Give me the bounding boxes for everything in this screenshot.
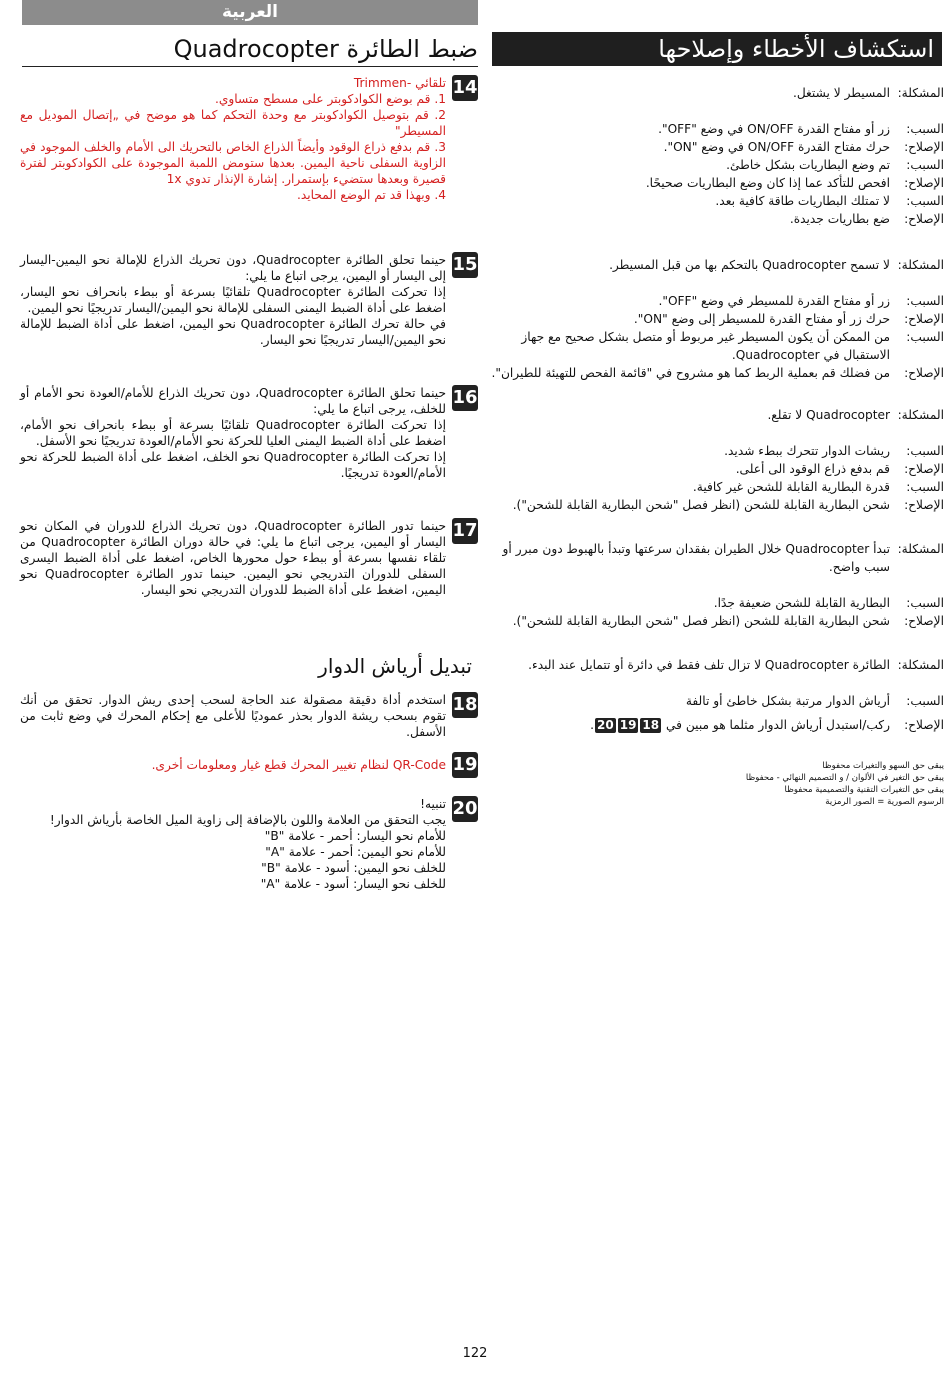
trouble-block	[490, 256, 944, 382]
step-paragraph: حينما تدور الطائرة Quadrocopter، دون تحريك الذراع للدوران في المكان نحو اليسار أو اليمين، يرجى اتباع ما يلي: في حالة دوران الطائرة Quadrocopter من تلقاء نفسها بسرعة أو ببطء حول محورها الخاص، اضغط على أداة الضبط اليسرى السفلى للدوران التدريجي نحو اليمين. حينما تدور الطائرة Quadrocopter نحو اليمين، اضغط على أداة الضبط للدوران التدريجي نحو اليسار.	[20, 519, 447, 597]
step-18	[20, 692, 478, 740]
fix-text: حرك مفتاح القدرة ON/OFF في وضع "ON".	[663, 140, 890, 154]
problem-label: المشكلة:	[897, 258, 944, 272]
cause-text: ريشات الدوار تتحرك ببطء شديد.	[724, 444, 890, 458]
step-line: للخلف نحو اليمين: أسود - علامة "B"	[261, 861, 446, 875]
cause-text: قدرة البطارية القابلة للشحن غير كافية.	[692, 480, 890, 494]
fix-label: الإصلاح:	[904, 312, 944, 326]
cause-text: من الممكن أن يكون المسيطر غير مربوط أو متصل بشكل صحيح مع جهاز الاستقبال في Quadrocopter.	[521, 330, 890, 362]
step-number-badge: 19	[452, 752, 478, 778]
problem-label: المشكلة:	[897, 408, 944, 422]
cause-text: زر أو مفتاح القدرة للمسيطر في وضع "OFF".	[658, 294, 890, 308]
fix-text: من فضلك قم بعملية الربط كما هو مشروح في "قائمة الفحص للتهيئة للطيران".	[491, 366, 890, 380]
step-16	[20, 385, 478, 481]
step-14	[20, 75, 478, 203]
cause-text: البطارية القابلة للشحن ضعيفة جدًا.	[713, 596, 890, 610]
step-ref-badge: 18	[642, 718, 660, 732]
step-paragraph: إذا تحركت الطائرة Quadrocopter تلقائيًا بسرعة أو ببطء بانحراف نحو الأمام، اضغط على أداة الضبط اليمنى العليا للحركة نحو الأمام/العودة تدريجيًا نحو الأسفل.	[20, 418, 446, 448]
fix-text: ضع بطاريات جديدة.	[789, 212, 890, 226]
fix-text: قم بدفع ذراع الوقود الى أعلى.	[735, 462, 890, 476]
step-number-badge: 17	[452, 518, 478, 544]
cause-text: لا تمتلك البطاريات طاقة كافية بعد.	[715, 194, 890, 208]
trouble-block: المشكلة: الطائرة Quadrocopter لا تزال تلف فقط في دائرة أو تتمايل عند البدء. السبب: أرياش الدوار مرتبة بشكل خاطئ أو تالفة الإصلاح: ركب/استبدل أرياش الدوار مثلما هو مبين في 181920.	[490, 656, 944, 734]
problem-label: المشكلة:	[897, 86, 944, 100]
fix-label: الإصلاح:	[904, 366, 944, 380]
cause-label: السبب:	[906, 480, 944, 494]
fix-text: افحص للتأكد عما إذا كان وضع البطاريات صحيحًا.	[645, 176, 890, 190]
problem-text: لا تسمح Quadrocopter بالتحكم بها من قبل المسيطر.	[609, 258, 890, 272]
trim-section-title: ضبط الطائرة Quadrocopter	[22, 32, 478, 67]
step-number-badge: 14	[452, 75, 478, 101]
cause-label: السبب:	[906, 330, 944, 344]
cause-text: زر أو مفتاح القدرة ON/OFF في وضع "OFF".	[658, 122, 890, 136]
step-paragraph: في حالة تحرك الطائرة Quadrocopter نحو اليمين، اضغط على أداة الضبط للإمالة نحو اليمين/اليسار تدريجيًا نحو اليسار.	[20, 317, 446, 347]
fix-text: حرك زر أو مفتاح القدرة للمسيطر إلى وضع "ON".	[633, 312, 890, 326]
step-item: 2. قم بتوصيل الكوادكوبتر مع وحدة التحكم كما هو موضح في „إتصال الموديل مع المسيطر"	[20, 108, 446, 138]
fix-label: الإصلاح:	[904, 176, 944, 190]
step-number-badge: 18	[452, 692, 478, 718]
step-item: 3. قم بدفع ذراع الوقود وأيضاً الذراع الخاص بالتحريك الى الأمام والخلف الموجود في الزاوية السفلى ناحية اليمين. بعدها ستومض اللمبة الموجودة على الكوادكوبتر لفترة قصيرة وبعدها ستضيء بإستمرار. إشارة الإنذار تدوي 1x	[20, 140, 446, 186]
cause-label: السبب:	[906, 158, 944, 172]
troubleshooting-title: استكشاف الأخطاء وإصلاحها	[492, 32, 942, 66]
cause-label: السبب:	[906, 122, 944, 136]
trouble-block	[490, 406, 944, 514]
step-line: للخلف نحو اليسار: أسود - علامة "A"	[260, 877, 446, 891]
step-paragraph: إذا تحركت الطائرة Quadrocopter نحو الخلف، اضغط على أداة الضبط للحركة نحو الأمام/العودة تدريجيًا.	[20, 450, 447, 480]
problem-text: المسيطر لا يشتغل.	[792, 86, 890, 100]
step-title: تنبيه!	[420, 797, 446, 811]
cause-text: تم وضع البطاريات بشكل خاطئ.	[726, 158, 890, 172]
step-item: 1. قم بوضع الكوادكوبتر على مسطح متساوي.	[215, 92, 446, 106]
fix-label: الإصلاح:	[904, 462, 944, 476]
step-ref-badge: 19	[619, 718, 637, 732]
step-number-badge: 15	[452, 252, 478, 278]
rotor-heading: تبديل أرياش الدوار	[318, 654, 472, 678]
cause-label: السبب:	[906, 694, 944, 708]
fix-text: شحن البطارية القابلة للشحن (انظر فصل "شحن البطارية القابلة للشحن").	[512, 498, 890, 512]
step-title: تلقائي -Trimmen	[353, 76, 446, 90]
step-15	[20, 252, 478, 348]
problem-text: تبدأ Quadrocopter خلال الطيران بفقدان سرعتها وتبدأ بالهبوط دون مبرر أو سبب واضح.	[502, 542, 890, 574]
cause-label: السبب:	[906, 444, 944, 458]
step-line: للأمام نحو اليسار: أحمر - علامة "B"	[264, 829, 446, 843]
fix-text: شحن البطارية القابلة للشحن (انظر فصل "شحن البطارية القابلة للشحن").	[512, 614, 890, 628]
fix-label: الإصلاح:	[904, 718, 944, 732]
problem-label: المشكلة:	[897, 542, 944, 556]
step-paragraph: QR-Code لنظام تغيير المحرك قطع غيار ومعلومات أخرى.	[151, 758, 446, 772]
fix-label: الإصلاح:	[904, 498, 944, 512]
step-paragraph: حينما تحلق الطائرة Quadrocopter، دون تحريك الذراع للإمالة نحو اليمين-اليسار إلى اليسار أو اليمين، يرجى اتباع ما يلي:	[20, 253, 446, 283]
page-number: 122	[462, 1346, 488, 1361]
step-number-badge: 20	[452, 796, 478, 822]
fix-label: الإصلاح:	[904, 212, 944, 226]
problem-text: Quadrocopter لا تقلع.	[767, 408, 890, 422]
fix-text: ركب/استبدل أرياش الدوار مثلما هو مبين في	[666, 718, 890, 732]
fine-print-line: يبقى حق التغير في الألوان / و التصميم النهائي - محفوظا	[745, 773, 944, 783]
fix-label: الإصلاح:	[904, 614, 944, 628]
step-20	[20, 796, 478, 892]
trouble-block	[490, 84, 944, 228]
step-ref-badge: 20	[597, 718, 614, 732]
step-19	[20, 752, 478, 773]
step-paragraph: يجب التحقق من العلامة واللون بالإضافة إلى زاوية الميل الخاصة بأرياش الدوار!	[49, 813, 446, 827]
fine-print-line: الرسوم الصورية = الصور الرمزية	[825, 797, 944, 807]
fine-print-line: يبقى حق السهو والتغيرات محفوظا	[822, 761, 944, 771]
step-17	[20, 518, 478, 598]
problem-text: الطائرة Quadrocopter لا تزال تلف فقط في دائرة أو تتمايل عند البدء.	[528, 658, 890, 672]
step-paragraph: إذا تحركت الطائرة Quadrocopter تلقائيًا بسرعة أو ببطء بانحراف نحو اليسار، اضغط على أداة الضبط اليمنى السفلى للإمالة نحو اليمين/اليسار تدريجيًا نحو اليمين.	[20, 285, 446, 315]
step-paragraph: استخدم أداة دقيقة مصقولة عند الحاجة لسحب إحدى ريش الدوار. تحقق من أنك تقوم بسحب ريشة الدوار بحذر عموديًا للأعلى مع إحكام المحرك في وضع ثابت من الأسفل.	[20, 693, 446, 739]
cause-label: السبب:	[906, 294, 944, 308]
cause-label: السبب:	[906, 194, 944, 208]
problem-label: المشكلة:	[897, 658, 944, 672]
step-paragraph: حينما تحلق الطائرة Quadrocopter، دون تحريك الذراع للأمام/العودة نحو الأمام أو للخلف، يرجى اتباع ما يلي:	[20, 386, 447, 416]
fix-label: الإصلاح:	[904, 140, 944, 154]
fine-print	[700, 760, 944, 808]
cause-text: أرياش الدوار مرتبة بشكل خاطئ أو تالفة	[685, 694, 890, 708]
fine-print-line: يبقى حق التغيرات التقنية والتصميمية محفوظا	[784, 785, 944, 795]
language-tab: العربية	[22, 0, 478, 25]
cause-label: السبب:	[906, 596, 944, 610]
step-item: 4. وبهذا قد تم الوضع المحايد.	[296, 188, 446, 202]
step-number-badge: 16	[452, 385, 478, 411]
step-line: للأمام نحو اليمين: أحمر - علامة "A"	[265, 845, 446, 859]
trouble-block	[490, 540, 944, 630]
